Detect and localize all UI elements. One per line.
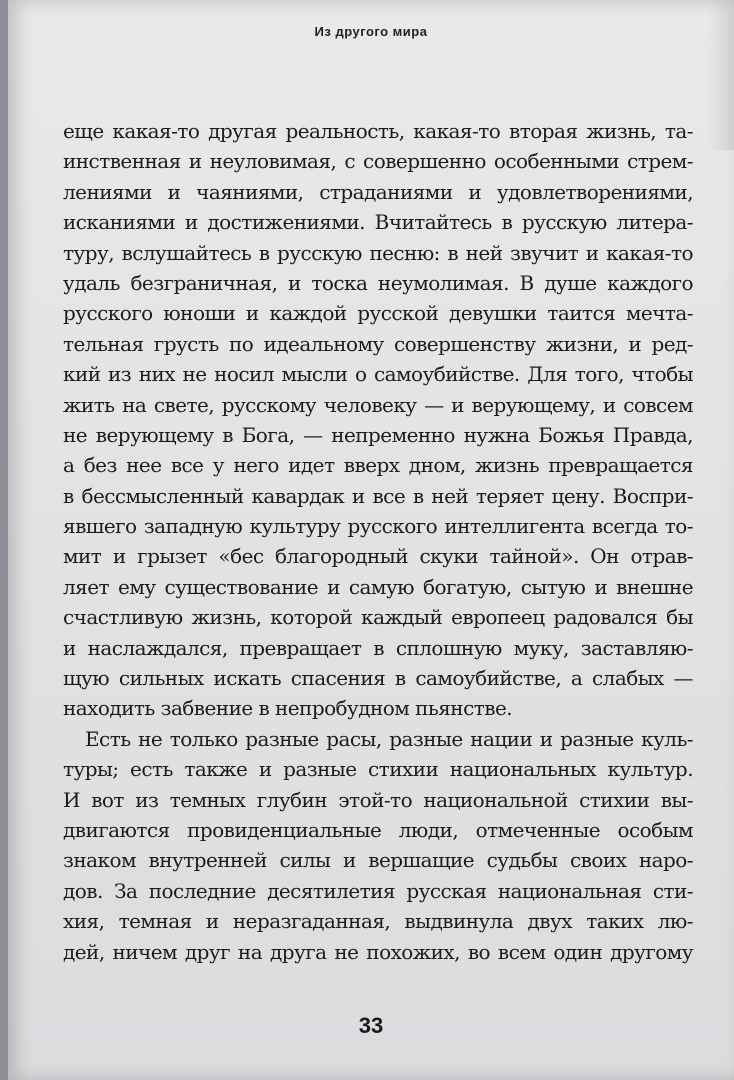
- text-line: знаком внутренней силы и вершащие судьбы своих наро-: [63, 848, 693, 873]
- book-page: [8, 0, 734, 1080]
- running-header: Из другого мира: [314, 24, 428, 39]
- text-line: не верующему в Бога, — непременно нужна Божья Правда,: [63, 422, 693, 447]
- text-line: дей, ничем друг на друга не похожих, во всем один другому: [63, 939, 693, 964]
- paragraph-start-line: Есть не только разные расы, разные нации и разные куль-: [85, 726, 693, 751]
- text-line: еще какая-то другая реальность, какая-то вторая жизнь, та-: [63, 119, 693, 143]
- text-line: мит и грызет «бес благородный скуки тайной». Он отрав-: [63, 544, 693, 569]
- text-line: счастливую жизнь, которой каждый европеец радовался бы: [63, 605, 693, 630]
- text-line: и наслаждался, превращает в сплошную муку, заставляю-: [63, 635, 693, 660]
- paragraph-end-line: находить забвение в непробудном пьянстве.: [63, 696, 513, 721]
- text-line: туры; есть также и разные стихии национальных культур.: [63, 757, 693, 782]
- text-line: а без нее все у него идет вверх дном, жизнь превращается: [63, 453, 693, 478]
- text-line: лениями и чаяниями, страданиями и удовлетворениями,: [63, 179, 693, 204]
- text-line: двигаются провиденциальные люди, отмеченные особым: [63, 817, 693, 842]
- text-line: русского юноши и каждой русской девушки таится мечта-: [63, 301, 693, 326]
- text-line: тельная грусть по идеальному совершенству жизни, и ред-: [63, 331, 693, 356]
- text-line: в бессмысленный кавардак и все в ней теряет цену. Воспри-: [63, 483, 693, 508]
- text-line: хия, темная и неразгаданная, выдвинула двух таких лю-: [63, 909, 693, 934]
- text-line: удаль безграничная, и тоска неумолимая. В душе каждого: [63, 270, 693, 295]
- text-line: жить на свете, русскому человеку — и верующему, и совсем: [63, 392, 693, 417]
- text-line: ляет ему существование и самую богатую, сытую и внешне: [63, 574, 693, 599]
- text-line: явшего западную культуру русского интеллигента всегда то-: [63, 514, 693, 539]
- body-text: [63, 116, 693, 967]
- text-line: дов. За последние десятилетия русская национальная сти-: [63, 878, 693, 903]
- text-line: инственная и неуловимая, с совершенно особенными стрем-: [63, 149, 693, 174]
- text-line: исканиями и достижениями. Вчитайтесь в русскую литера-: [63, 210, 693, 235]
- text-line: И вот из темных глубин этой-то национальной стихии вы-: [63, 787, 693, 812]
- text-line: щую сильных искать спасения в самоубийстве, а слабых —: [63, 666, 693, 691]
- page-number: 33: [358, 1013, 384, 1038]
- text-line: кий из них не носил мысли о самоубийстве. Для того, чтобы: [63, 362, 693, 387]
- text-line: туру, вслушайтесь в русскую песню: в ней звучит и какая-то: [63, 240, 693, 265]
